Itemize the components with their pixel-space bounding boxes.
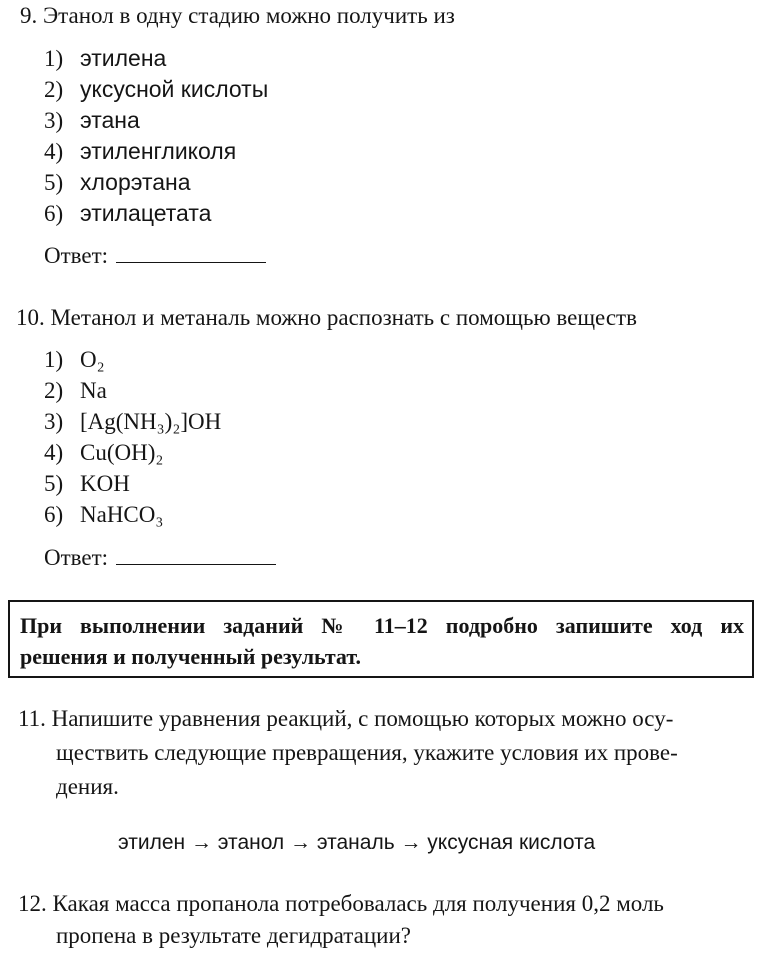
- option-text: NaHCO₃: [80, 502, 164, 527]
- q10-option-1[interactable]: [44, 346, 105, 374]
- option-number: 2): [44, 378, 64, 403]
- option-text: этиленгликоля: [80, 138, 237, 164]
- answer-blank-line[interactable]: [116, 242, 266, 263]
- option-number: 5): [44, 170, 64, 195]
- option-text: уксусной кислоты: [80, 76, 269, 102]
- option-number: 4): [44, 440, 64, 465]
- option-number: 1): [44, 347, 64, 372]
- q10-option-6[interactable]: [44, 501, 163, 529]
- q9-option-5[interactable]: [44, 168, 191, 197]
- option-text: Cu(OH)₂: [80, 440, 164, 465]
- q9-answer: [44, 242, 266, 270]
- option-text: Na: [80, 378, 107, 403]
- answer-label: Ответ:: [44, 243, 109, 268]
- q9-option-4[interactable]: [44, 137, 236, 166]
- q10-option-3[interactable]: [44, 408, 221, 436]
- option-text: хлорэтана: [80, 169, 191, 195]
- q9-option-6[interactable]: [44, 199, 211, 228]
- option-text: этилацетата: [80, 200, 212, 226]
- option-number: 1): [44, 46, 64, 71]
- instruction-line-2: решения и полученный результат.: [20, 644, 361, 669]
- instruction-text: [20, 610, 744, 672]
- question-11-line-2: ществить следующие превращения, укажите условия их прове-: [56, 740, 678, 765]
- question-10-title: 10. Метанол и метаналь можно распознать с помощью веществ: [16, 305, 637, 330]
- question-11-line-1: 11. Напишите уравнения реакций, с помощью которых можно осу-: [18, 706, 674, 731]
- question-11-line-3: дения.: [56, 774, 119, 799]
- q9-option-3[interactable]: [44, 106, 140, 135]
- option-text: этилена: [80, 45, 167, 71]
- option-number: 2): [44, 77, 64, 102]
- option-number: 3): [44, 409, 64, 434]
- q10-answer: [44, 544, 276, 572]
- question-9-title: 9. Этанол в одну стадию можно получить из: [20, 3, 455, 28]
- instruction-box: [8, 600, 754, 678]
- question-12-line-2: пропена в результате дегидратации?: [56, 923, 411, 948]
- question-12-line-1: 12. Какая масса пропанола потребовалась для получения 0,2 моль: [18, 891, 664, 916]
- answer-label: Ответ:: [44, 545, 109, 570]
- answer-blank-line[interactable]: [116, 544, 276, 565]
- option-number: 5): [44, 471, 64, 496]
- q9-option-2[interactable]: [44, 75, 268, 104]
- q10-option-2[interactable]: [44, 377, 107, 405]
- q9-option-1[interactable]: [44, 44, 166, 73]
- option-text: [Ag(NH₃)₂]OH: [80, 409, 222, 434]
- option-text: O₂: [80, 347, 105, 372]
- option-text: KOH: [80, 471, 130, 496]
- option-text: этана: [80, 107, 140, 133]
- transformation-chain: этилен → этанол → этаналь → уксусная кислота: [118, 831, 596, 854]
- q10-option-5[interactable]: [44, 470, 130, 498]
- option-number: 4): [44, 139, 64, 164]
- q10-option-4[interactable]: [44, 439, 163, 467]
- option-number: 6): [44, 201, 64, 226]
- option-number: 3): [44, 108, 64, 133]
- instruction-line-1: При выполнении заданий № 11–12 подробно запишите ход их: [20, 613, 744, 638]
- option-number: 6): [44, 502, 64, 527]
